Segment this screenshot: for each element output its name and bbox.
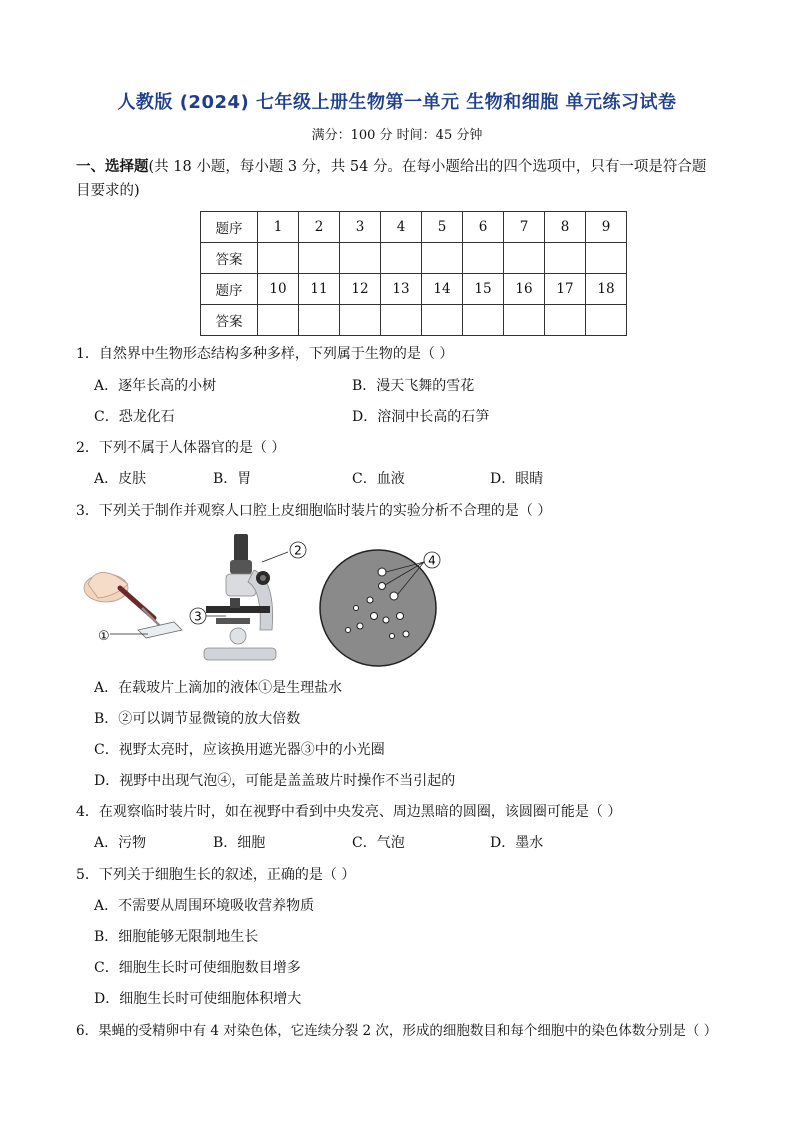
q4-option-b[interactable]: B．细胞	[213, 835, 266, 851]
q1-option-c[interactable]: C．恐龙化石	[94, 409, 175, 425]
label-three-text: 3	[194, 609, 202, 624]
row-label: 答案	[201, 305, 258, 336]
answer-cell[interactable]	[586, 243, 627, 274]
table-row	[201, 243, 627, 274]
question-number: 17	[545, 274, 586, 305]
row-label: 答案	[201, 243, 258, 274]
question-4-stem: 4．在观察临时装片时，如在视野中看到中央发亮、周边黑暗的圆圈，该圆圈可能是（ ）	[76, 804, 622, 820]
question-number: 2	[299, 212, 340, 243]
q3-option-d[interactable]: D．视野中出现气泡④，可能是盖盖玻片时操作不当引起的	[94, 773, 456, 789]
section-title: 一、选择题	[76, 159, 149, 175]
table-row	[201, 305, 627, 336]
question-number: 15	[463, 274, 504, 305]
question-number: 18	[586, 274, 627, 305]
section-heading	[76, 152, 756, 206]
question-3-stem: 3．下列关于制作并观察人口腔上皮细胞临时装片的实验分析不合理的是（ ）	[76, 503, 552, 519]
answer-cell[interactable]	[299, 305, 340, 336]
answer-cell[interactable]	[586, 305, 627, 336]
answer-cell[interactable]	[381, 243, 422, 274]
question-number: 6	[463, 212, 504, 243]
answer-table	[200, 211, 627, 336]
field-of-view-illustration	[320, 550, 440, 666]
question-1-stem: 1．自然界中生物形态结构多种多样，下列属于生物的是（ ）	[76, 346, 454, 362]
question-number: 12	[340, 274, 381, 305]
q5-option-d[interactable]: D．细胞生长时可使细胞体积增大	[94, 991, 302, 1007]
answer-cell[interactable]	[504, 305, 545, 336]
q5-option-a[interactable]: A．不需要从周围环境吸收营养物质	[94, 898, 315, 914]
dropper-illustration	[84, 572, 182, 644]
label-one: ①	[98, 629, 110, 644]
answer-cell[interactable]	[422, 243, 463, 274]
answer-cell[interactable]	[381, 305, 422, 336]
q2-option-b[interactable]: B．胃	[213, 471, 252, 487]
answer-cell[interactable]	[504, 243, 545, 274]
question-number: 1	[258, 212, 299, 243]
question-5-stem: 5．下列关于细胞生长的叙述，正确的是（ ）	[76, 867, 356, 883]
question-6-stem: 6．果蝇的受精卵中有 4 对染色体，它连续分裂 2 次，形成的细胞数目和每个细胞中的染色体数分别是（ ）	[76, 1023, 718, 1039]
question-2-stem: 2．下列不属于人体器官的是（ ）	[76, 440, 286, 456]
q3-option-b[interactable]: B．②可以调节显微镜的放大倍数	[94, 711, 301, 727]
question-number: 10	[258, 274, 299, 305]
answer-cell[interactable]	[340, 243, 381, 274]
microscope-illustration	[190, 534, 306, 660]
question-number: 7	[504, 212, 545, 243]
question-number: 5	[422, 212, 463, 243]
question-number: 11	[299, 274, 340, 305]
q4-option-c[interactable]: C．气泡	[352, 835, 405, 851]
answer-cell[interactable]	[463, 243, 504, 274]
q2-option-d[interactable]: D．眼睛	[490, 471, 544, 487]
page-title: 人教版 (2024) 七年级上册生物第一单元 生物和细胞 单元练习试卷	[117, 92, 677, 113]
question-number: 14	[422, 274, 463, 305]
q2-option-a[interactable]: A．皮肤	[94, 471, 147, 487]
answer-cell[interactable]	[463, 305, 504, 336]
answer-cell[interactable]	[340, 305, 381, 336]
answer-cell[interactable]	[545, 243, 586, 274]
section-description-cont: 目要求的)	[76, 183, 140, 199]
q1-option-d[interactable]: D．溶洞中长高的石笋	[352, 409, 490, 425]
experiment-figure	[76, 530, 456, 670]
q4-option-d[interactable]: D．墨水	[490, 835, 544, 851]
q1-option-a[interactable]: A．逐年长高的小树	[94, 378, 217, 394]
question-number: 16	[504, 274, 545, 305]
q4-option-a[interactable]: A．污物	[94, 835, 147, 851]
row-label: 题序	[201, 212, 258, 243]
answer-cell[interactable]	[299, 243, 340, 274]
question-number: 9	[586, 212, 627, 243]
question-number: 13	[381, 274, 422, 305]
q3-option-c[interactable]: C．视野太亮时，应该换用遮光器③中的小光圈	[94, 742, 385, 758]
q2-option-c[interactable]: C．血液	[352, 471, 405, 487]
q3-option-a[interactable]: A．在载玻片上滴加的液体①是生理盐水	[94, 680, 343, 696]
row-label: 题序	[201, 274, 258, 305]
table-row	[201, 212, 627, 243]
label-two-text: 2	[294, 543, 302, 558]
question-number: 4	[381, 212, 422, 243]
answer-cell[interactable]	[258, 305, 299, 336]
section-description: (共 18 小题，每小题 3 分，共 54 分。在每小题给出的四个选项中，只有一项是符合题	[148, 159, 707, 175]
q5-option-b[interactable]: B．细胞能够无限制地生长	[94, 929, 259, 945]
experiment-figure-svg	[76, 530, 456, 670]
answer-cell[interactable]	[258, 243, 299, 274]
answer-cell[interactable]	[422, 305, 463, 336]
table-row	[201, 274, 627, 305]
q1-option-b[interactable]: B．漫天飞舞的雪花	[352, 378, 475, 394]
answer-cell[interactable]	[545, 305, 586, 336]
question-number: 3	[340, 212, 381, 243]
score-time-line: 满分：100 分 时间：45 分钟	[311, 128, 483, 143]
q5-option-c[interactable]: C．细胞生长时可使细胞数目增多	[94, 960, 301, 976]
label-four-text: 4	[428, 553, 436, 568]
question-number: 8	[545, 212, 586, 243]
